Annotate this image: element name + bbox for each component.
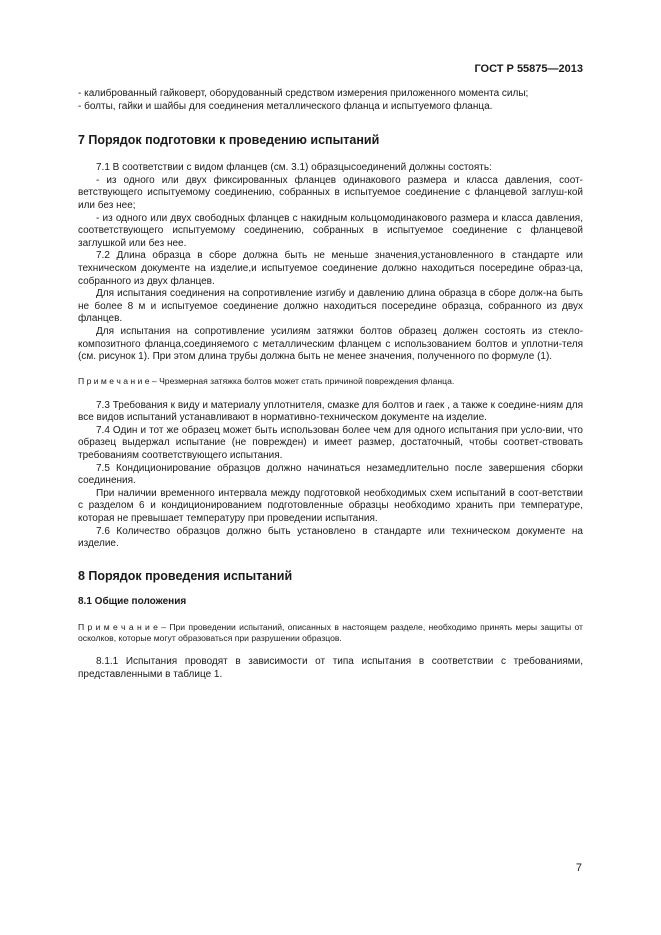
para-7-2-bend: Для испытания соединения на сопротивление изгибу и давлению длина образца в сборе долж-на быть не более 8 м и испытуемое соединение должно находиться посередине образца, собранного из двух фланцев. [78, 288, 583, 325]
para-7-2: 7.2 Длина образца в сборе должна быть не меньше значения,установленного в стандарте или техническом документе на изделие,и испытуемое соединение должно находиться посередине образ-ца, собранного из двух фланцев. [78, 250, 583, 287]
para-7-1: 7.1 В соответствии с видом фланцев (см. 3.1) образцысоединений должны состоять: [96, 162, 492, 174]
para-7-6: 7.6 Количество образцов должно быть установлено в стандарте или техническом документе на изделие. [78, 525, 583, 550]
para-7-5: 7.5 Кондиционирование образцов должно начинаться незамедлительно после завершения сборки соединения. [78, 462, 583, 487]
note-1-text: – Чрезмерная затяжка болтов может стать причиной повреждения фланца. [149, 375, 455, 386]
section-7-title: 7 Порядок подготовки к проведению испытаний [78, 133, 380, 148]
para-7-1-item-1: - из одного или двух фиксированных фланцев одинакового размера и класса давления, соот-ветствующего испытуемому соединению, собранных в испытуемое соединение с фланцевой заглуш-кой или без нее; [78, 174, 583, 211]
para-8-1-1: 8.1.1 Испытания проводят в зависимости от типа испытания в соответствии с требованиями, представленными в таблице 1. [78, 656, 583, 680]
note-2-text: – При проведении испытаний, описанных в настоящем разделе, необходимо принять меры защиты от осколков, которые могут образоваться при разрушении образцов. [78, 622, 583, 644]
document-code: ГОСТ Р 55875—2013 [474, 63, 583, 75]
para-7-2-bolts: Для испытания на сопротивление усилиям затяжки болтов образец должен состоять из стекло-композитного фланца,соединяемого с металлическим фланцем с использованием болтов и уплотни-теля (см. рисунок 1). При этом длина трубы должна быть не менее значения, полученного по формуле (1). [78, 325, 583, 363]
page-content [78, 88, 583, 682]
para-7-1-item-2: - из одного или двух свободных фланцев с накидным кольцомодинакового размера и класса давления, соответствующего испытуемому соединению, собранных в испытуемое соединение с фланцевой заглушкой или без нее. [78, 212, 583, 249]
section-8-title: 8 Порядок проведения испытаний [78, 568, 293, 583]
intro-item-1: - калиброванный гайковерт, оборудованный средством измерения приложенного момента силы; [78, 88, 529, 99]
note-2-label: П р и м е ч а н и е [78, 622, 158, 633]
page-number: 7 [575, 862, 582, 874]
note-2 [78, 622, 583, 644]
para-7-4: 7.4 Один и тот же образец может быть использован более чем для одного испытания при усло-вии, что образец выдержал испытание (не поврежден) и имеет размер, достаточный, чтобы соответ-ствовать требованиям соответствующего испытания. [78, 424, 583, 462]
note-1-label: П р и м е ч а н и е [78, 375, 150, 386]
section-8-1-title: 8.1 Общие положения [78, 595, 187, 607]
para-7-5-interval: При наличии временного интервала между подготовкой необходимых схем испытаний в соот-ветствии с разделом 6 и кондиционированием подготовленные образцы необходимо хранить при температуре, которая не превышает температуру при проведении испытания. [78, 487, 583, 525]
note-1 [78, 376, 583, 387]
intro-item-2: - болты, гайки и шайбы для соединения металлического фланца и испытуемого фланца. [78, 100, 493, 112]
para-7-3: 7.3 Требования к виду и материалу уплотнителя, смазке для болтов и гаек , а также к соедине-ниям для все видов испытаний устанавливают в нормативно-техническом документе на изделие. [78, 399, 583, 424]
